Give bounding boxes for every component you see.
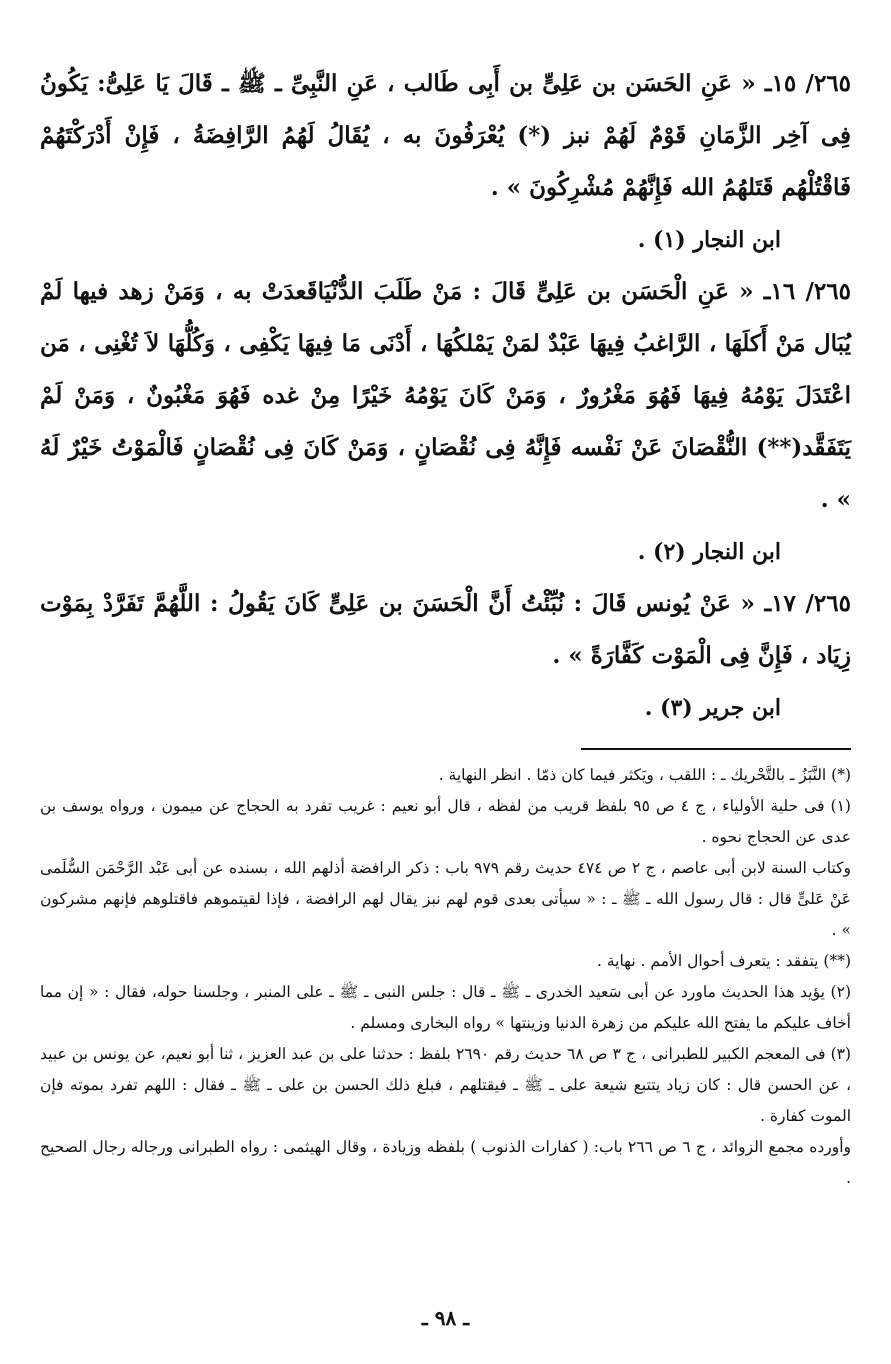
footnote-3: (٣) فى المعجم الكبير للطبرانى ، ج ٣ ص ٦٨ حديث رقم ٢٦٩٠ بلفظ : حدثنا على بن عبد العزيز ، ثنا أبو نعيم، عن يونس بن عبيد ، عن الحسن قال : كان زياد يتتبع شيعة على ـ ﷺ ـ فيقتلهم ، فبلغ ذلك الحسن بن على ـ ﷺ ـ فقال : اللهم تفرد بموته فإن الموت كفارة . (40, 1045, 852, 1125)
footnote-1-continued: وكتاب السنة لابن أبى عاصم ، ج ٢ ص ٤٧٤ حديث رقم ٩٧٩ باب : ذكر الرافضة أذلهم الله ، بسنده عن أبى عَبْد الرَّحْمَن السُّلَمى عَنْ عَلىٍّ قال : قال رسول الله ـ ﷺ ـ : « سيأتى بعدى قوم لهم نبز يقال لهم الرافضة ، فإذا لقيتموهم فاقتلوهم فإنهم مشركون » . (40, 859, 851, 939)
hadith-17: ٢٦٥/ ١٧ـ « عَنْ يُونس قَالَ : نُبِّئْتُ أَنَّ الْحَسَنَ بن عَلِىٍّ كَانَ يَقُولُ : اللَّهُمَّ تَفَرَّدْ بِمَوْت زِيَاد ، فَإِنَّ فِى الْمَوْت كَفَّارَةً » . (40, 590, 851, 669)
page-number: ـ ٩٨ ـ (421, 1306, 470, 1330)
hadith-17-source: ابن جرير (٣) . (644, 695, 781, 721)
footnote-yatafaqqad: (**) يتفقد : يتعرف أحوال الأمم . نهاية . (596, 952, 851, 970)
hadith-16-source: ابن النجار (٢) . (637, 539, 781, 565)
footnote-3-continued: وأورده مجمع الزوائد ، ج ٦ ص ٢٦٦ باب: ( كفارات الذنوب ) بلفظه وزيادة ، وقال الهيثمى : رواه الطبرانى ورجاله رجال الصحيح . (40, 1138, 851, 1187)
hadith-15-source: ابن النجار (١) . (637, 227, 781, 253)
footnote-1: (١) فى حلية الأولياء ، ج ٤ ص ٩٥ بلفظ قريب من لفظه ، قال أبو نعيم : غريب تفرد به الحجاج عن ميمون ، ورواه يوسف بن عدى عن الحجاج نحوه . (40, 797, 851, 846)
page-content (40, 58, 851, 1194)
footnote-divider (581, 748, 851, 750)
footnote-nabz: (*) النَّبَزُ ـ بالتَّحْريك ـ : اللقب ، ويَكثر فيما كان ذمّا . انظر النهاية . (438, 766, 851, 784)
footnote-2: (٢) يؤيد هذا الحديث ماورد عن أبى سَعيد الخدرى ـ ﷺ ـ قال : جلس النبى ـ ﷺ ـ على المنبر ، وجلسنا حوله، فقال : « إن مما أخاف عليكم ما يفتح الله عليكم من زهرة الدنيا وزينتها » رواه البخارى ومسلم . (40, 983, 851, 1032)
footnotes (40, 760, 851, 1194)
hadith-15: ٢٦٥/ ١٥ـ « عَنِ الحَسَن بن عَلِىٍّ بن أَبِى طَالب ، عَنِ النَّبِىِّ ـ ﷺ ـ قَالَ يَا عَلِىُّ: يَكُونُ فِى آخِر الزَّمَانِ قَوْمٌ لَهُمْ نبز (*) يُعْرَفُونَ به ، يُقَالُ لَهُمُ الرَّافِضَةُ ، فَإِنْ أَدْرَكْتَهُمْ فَاقْتُلْهُم قَتَلهُمُ الله فَإِنَّهُمْ مُشْرِكُونَ » . (40, 70, 851, 201)
hadith-16: ٢٦٥/ ١٦ـ « عَنِ الْحَسَن بن عَلِىٍّ قَالَ : مَنْ طَلَبَ الدُّنْيَاقَعدَتْ به ، وَمَنْ زهد فيها لَمْ يُبَال مَنْ أَكلَهَا ، الرَّاغبُ فِيهَا عَبْدٌ لمَنْ يَمْلكُهَا ، أَدْنَى مَا فِيهَا يَكْفِى ، وَكُلُّهَا لاَ تُغْنِى ، مَن اعْتَدَلَ يَوْمُهُ فِيهَا فَهُوَ مَغْرُورٌ ، وَمَنْ كَانَ يَوْمُهُ خَيْرًا مِنْ غده فَهُوَ مَغْبُونٌ ، وَمَنْ لَمْ يَتَفَقَّد(**) النُّقْصَانَ عَنْ نَفْسه فَإِنَّهُ فِى نُقْصَانٍ ، وَمَنْ كَانَ فِى نُقْصَانٍ فَالْمَوْتُ خَيْرٌ لَهُ » . (40, 278, 851, 513)
